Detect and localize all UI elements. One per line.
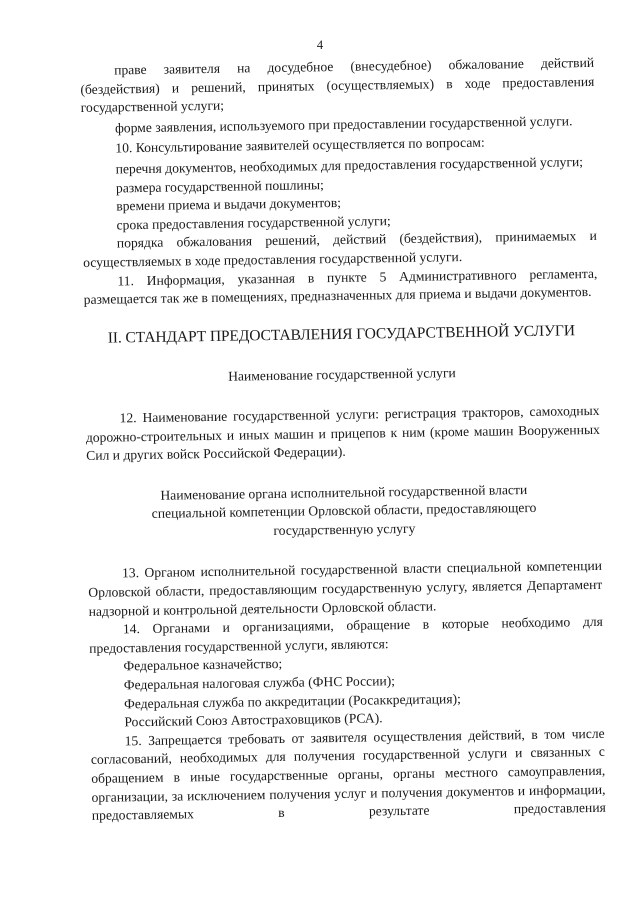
subheading-line: государственную услугу xyxy=(273,520,416,538)
list-item: времени приема и выдачи документов; xyxy=(116,195,342,214)
paragraph: форме заявления, используемого при предоставлении государственной услуги. xyxy=(114,113,573,136)
list-item: перечня документов, необходимых для предоставления государственной услуги; xyxy=(115,154,584,177)
list-item: срока предоставления государственной услуги; xyxy=(116,212,391,233)
list-item: Федеральная налоговая служба (ФНС России); xyxy=(123,673,396,693)
list-item: Федеральная служба по аккредитации (Росаккредитация); xyxy=(123,690,461,712)
paragraph: 12. Наименование государственной услуги: регистрация тракторов, самоходных дорожно-строительных и иных машин и прицепов к ним (кроме машин Вооруженных Сил и других войск Российской Федерации). xyxy=(85,402,600,464)
section-title: II. СТАНДАРТ ПРЕДОСТАВЛЕНИЯ ГОСУДАРСТВЕННОЙ УСЛУГИ xyxy=(107,321,575,347)
subheading xyxy=(87,480,602,544)
page-number: 4 xyxy=(316,38,324,52)
paragraph: 10. Консультирование заявителей осуществляется по вопросам: xyxy=(115,135,485,156)
subheading: Наименование государственной услуги xyxy=(228,365,456,385)
paragraph: 13. Органом исполнительной государственной власти специальной компетенции Орловской области, предоставляющим государственную услугу, является Департамент надзорной и контрольной деятельности Орловской области. xyxy=(88,558,603,619)
paragraph: 14. Органами и организациями, обращение в которые необходимо для предоставления государственной услуги, являются: xyxy=(89,614,603,656)
list-item: Российский Союз Автостраховщиков (РСА). xyxy=(124,710,383,730)
list-item: размера государственной пошлины; xyxy=(115,176,325,196)
subheading-line: Наименование органа исполнительной государственной власти xyxy=(160,481,528,503)
document-body xyxy=(80,54,606,826)
paragraph: 11. Информация, указанная в пункте 5 Административного регламента, размещается так же в помещениях, предназначенных для приема и выдачи документов. xyxy=(83,265,598,308)
list-item: порядка обжалования решений, действий (бездействия), принимаемых и осуществляемых в ходе предоставления государственной услуги. xyxy=(83,228,597,270)
paragraph: 15. Запрещается требовать от заявителя осуществления действий, в том числе согласований, необходимых для получения государственной услуги и связанных с обращением в иные государственные органы, органы местного самоуправления, организации, за исключением получения услуг и получения документов и информации, предоставляемых в результате предоставления xyxy=(90,725,606,824)
list-item: Федеральное казначейство; xyxy=(123,656,283,674)
subheading-line: специальной компетенции Орловской области, предоставляющего xyxy=(151,500,537,522)
paragraph: праве заявителя на досудебное (внесудебное) обжалование действий (бездействия) и решений, принятых (осуществляемых) в ходе предоставления государственной услуги; xyxy=(80,54,595,116)
